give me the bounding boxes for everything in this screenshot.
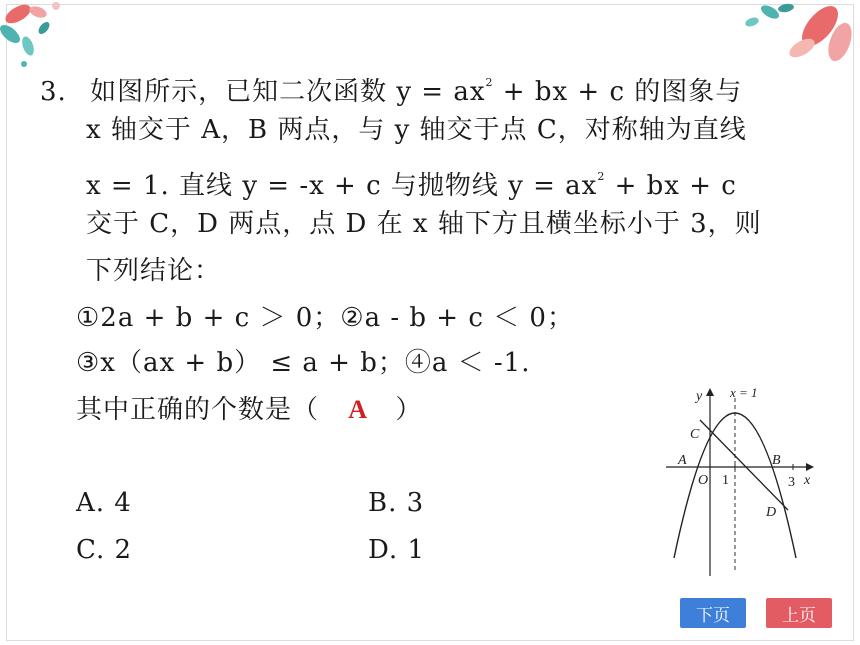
symmetry-axis-label: x = 1 <box>730 385 758 400</box>
y-axis-label: y <box>696 389 703 404</box>
question-line-2: x 轴交于 A，B 两点，与 y 轴交于点 C，对称轴为直线 <box>86 115 747 145</box>
tick-label-3: 3 <box>788 475 795 490</box>
point-b-label: B <box>772 453 781 468</box>
question-text-1a: 如图所示，已知二次函数 y = ax <box>90 77 486 107</box>
option-d: D. 1 <box>368 535 425 565</box>
option-b: B. 3 <box>368 488 425 518</box>
question-line-5: 下列结论： <box>86 256 222 286</box>
floral-decoration-right <box>730 0 860 75</box>
point-d-label: D <box>766 505 777 520</box>
question-line-3 <box>86 160 737 203</box>
option-a: A. 4 <box>76 488 132 518</box>
point-a-label: A <box>678 453 687 468</box>
answer-mark: A <box>348 395 369 424</box>
next-page-button[interactable]: 下页 <box>680 598 746 628</box>
point-c-label: C <box>690 427 700 442</box>
question-number: 3. <box>40 77 67 107</box>
question-line-1 <box>40 66 742 109</box>
origin-label: O <box>698 473 709 488</box>
question-line-4: 交于 C，D 两点，点 D 在 x 轴下方且横坐标小于 3，则 <box>86 209 762 239</box>
prompt-close: ） <box>395 395 423 425</box>
option-c: C. 2 <box>76 535 133 565</box>
statement-line-1: ①2a + b + c ＞ 0；②a - b + c ＜ 0； <box>76 303 574 333</box>
question-text-3a: x = 1. 直线 y = -x + c 与抛物线 y = ax <box>86 171 598 201</box>
x-axis-label: x <box>804 473 811 488</box>
answer-prompt <box>76 393 422 427</box>
parabola-graph <box>660 380 820 580</box>
tick-label-1: 1 <box>722 473 729 488</box>
exponent: 2 <box>597 170 606 183</box>
exponent: 2 <box>485 76 494 89</box>
prev-page-button[interactable]: 上页 <box>766 598 832 628</box>
question-text-3b: + bx + c <box>605 171 737 201</box>
question-text-1b: + bx + c 的图象与 <box>493 77 743 107</box>
y-axis-arrow <box>706 388 714 396</box>
prompt-text: 其中正确的个数是（ <box>76 395 320 425</box>
statement-line-2: ③x（ax + b） ≤ a + b；④a ＜ -1. <box>76 348 531 378</box>
x-axis-arrow <box>806 463 814 471</box>
